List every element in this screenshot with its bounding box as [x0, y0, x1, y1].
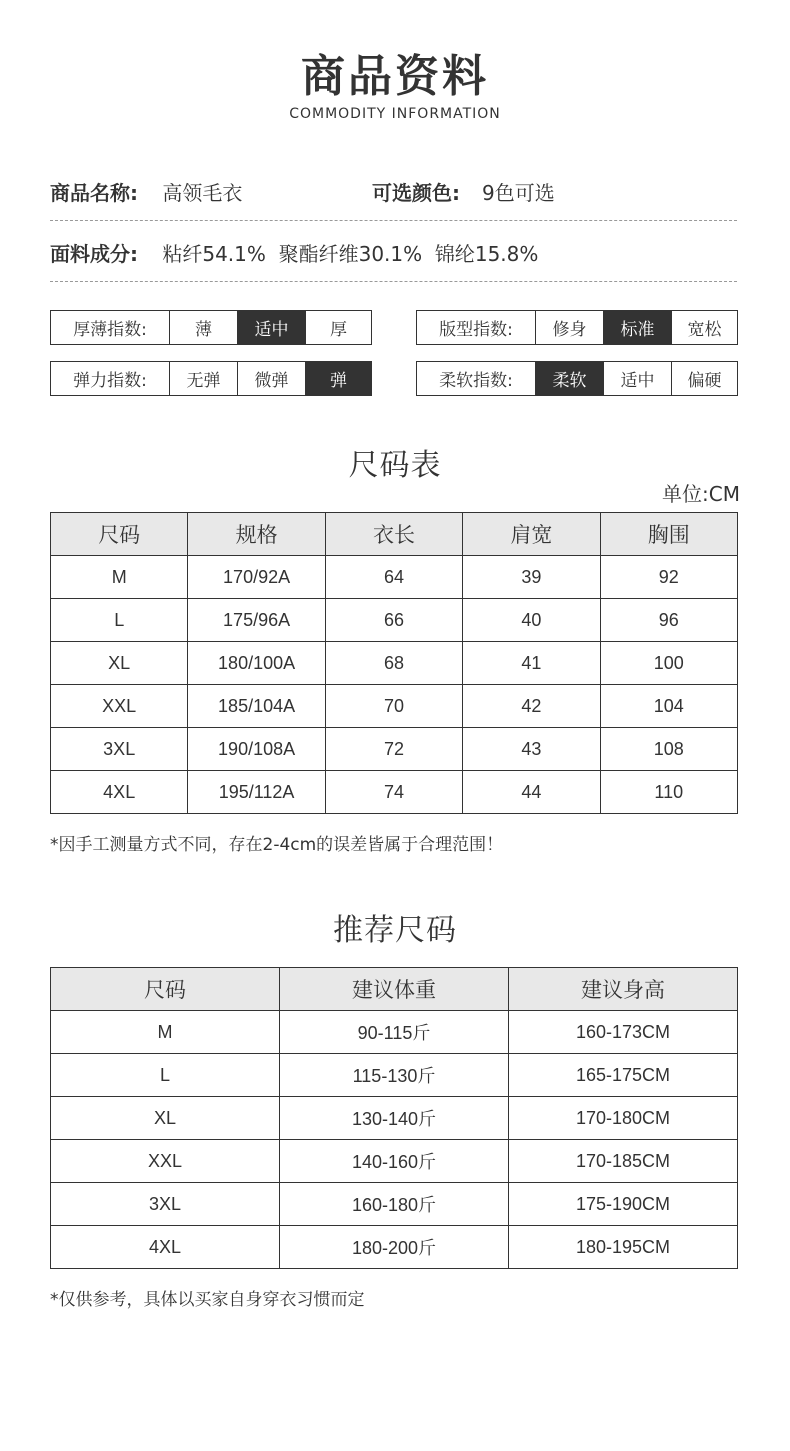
table-row: [51, 685, 738, 728]
softness-option: 适中: [603, 362, 671, 395]
table-cell: 3XL: [51, 1183, 280, 1226]
table-cell: 39: [463, 556, 600, 599]
table-cell: 180/100A: [188, 642, 325, 685]
color-value: 9色可选: [482, 181, 555, 205]
thickness-option: 厚: [305, 311, 371, 344]
table-cell: XXL: [51, 1140, 280, 1183]
elasticity-option-selected: 弹: [305, 362, 371, 395]
table-cell: 108: [600, 728, 737, 771]
table-cell: 185/104A: [188, 685, 325, 728]
table-cell: 195/112A: [188, 771, 325, 814]
elasticity-index-label: 弹力指数:: [73, 371, 147, 391]
elasticity-option: 微弹: [237, 362, 305, 395]
table-cell: 170-185CM: [509, 1140, 738, 1183]
table-cell: 92: [600, 556, 737, 599]
table-cell: 4XL: [51, 771, 188, 814]
table-header-row: [51, 968, 738, 1011]
table-cell: 170-180CM: [509, 1097, 738, 1140]
table-cell: 180-195CM: [509, 1226, 738, 1269]
elasticity-option: 无弹: [169, 362, 237, 395]
softness-option: 偏硬: [671, 362, 737, 395]
size-chart-table: [50, 512, 738, 814]
table-cell: M: [51, 556, 188, 599]
table-cell: 70: [325, 685, 462, 728]
table-cell: XL: [51, 1097, 280, 1140]
table-row: [51, 1226, 738, 1269]
table-cell: 180-200斤: [280, 1226, 509, 1269]
color-label: 可选颜色:: [372, 181, 460, 205]
table-cell: 43: [463, 728, 600, 771]
table-row: [51, 599, 738, 642]
table-cell: 165-175CM: [509, 1054, 738, 1097]
table-cell: 110: [600, 771, 737, 814]
recommend-table: [50, 967, 738, 1269]
thickness-index: [50, 310, 372, 345]
page-title: 商品资料: [301, 51, 489, 102]
column-header: 胸围: [600, 513, 737, 556]
size-chart-unit: 单位:CM: [662, 482, 740, 506]
column-header: 建议体重: [280, 968, 509, 1011]
table-cell: 72: [325, 728, 462, 771]
thickness-index-label: 厚薄指数:: [73, 320, 147, 340]
column-header: 尺码: [51, 968, 280, 1011]
table-cell: 175/96A: [188, 599, 325, 642]
table-cell: 64: [325, 556, 462, 599]
table-cell: 42: [463, 685, 600, 728]
column-header: 肩宽: [463, 513, 600, 556]
table-cell: 66: [325, 599, 462, 642]
column-header: 尺码: [51, 513, 188, 556]
table-cell: 160-180斤: [280, 1183, 509, 1226]
table-cell: L: [51, 1054, 280, 1097]
thickness-option-selected: 适中: [237, 311, 305, 344]
table-row: [51, 1054, 738, 1097]
table-cell: 175-190CM: [509, 1183, 738, 1226]
fabric-label: 面料成分:: [50, 242, 138, 266]
table-cell: 160-173CM: [509, 1011, 738, 1054]
softness-option-selected: 柔软: [535, 362, 603, 395]
info-row-name-color: [50, 177, 737, 206]
table-row: [51, 1097, 738, 1140]
fit-option: 修身: [535, 311, 603, 344]
table-cell: 40: [463, 599, 600, 642]
table-row: [51, 1183, 738, 1226]
table-cell: M: [51, 1011, 280, 1054]
table-cell: 44: [463, 771, 600, 814]
table-header-row: [51, 513, 738, 556]
recommend-title: 推荐尺码: [333, 913, 457, 948]
fit-index-label: 版型指数:: [439, 320, 513, 340]
table-cell: 140-160斤: [280, 1140, 509, 1183]
table-cell: 90-115斤: [280, 1011, 509, 1054]
column-header: 建议身高: [509, 968, 738, 1011]
table-row: [51, 642, 738, 685]
table-cell: 104: [600, 685, 737, 728]
table-cell: 100: [600, 642, 737, 685]
table-cell: 74: [325, 771, 462, 814]
table-cell: 190/108A: [188, 728, 325, 771]
column-header: 衣长: [325, 513, 462, 556]
size-chart-title: 尺码表: [348, 448, 442, 483]
table-cell: 96: [600, 599, 737, 642]
recommend-note: *仅供参考，具体以买家自身穿衣习惯而定: [50, 1290, 365, 1310]
table-row: [51, 1011, 738, 1054]
divider: [50, 281, 737, 282]
divider: [50, 220, 737, 221]
fabric-value: 粘纤54.1% 聚酯纤维30.1% 锦纶15.8%: [162, 242, 539, 266]
fit-option-selected: 标准: [603, 311, 671, 344]
fit-index: [416, 310, 738, 345]
table-cell: 68: [325, 642, 462, 685]
size-chart-note: *因手工测量方式不同，存在2-4cm的误差皆属于合理范围！: [50, 835, 504, 855]
table-cell: 170/92A: [188, 556, 325, 599]
product-name-value: 高领毛衣: [162, 181, 243, 205]
table-cell: XL: [51, 642, 188, 685]
page-subtitle: COMMODITY INFORMATION: [289, 106, 501, 122]
fit-option: 宽松: [671, 311, 737, 344]
table-cell: 3XL: [51, 728, 188, 771]
table-cell: 130-140斤: [280, 1097, 509, 1140]
softness-index: [416, 361, 738, 396]
elasticity-index: [50, 361, 372, 396]
table-row: [51, 728, 738, 771]
product-name-label: 商品名称:: [50, 181, 138, 205]
table-cell: L: [51, 599, 188, 642]
table-cell: 115-130斤: [280, 1054, 509, 1097]
table-row: [51, 1140, 738, 1183]
column-header: 规格: [188, 513, 325, 556]
thickness-option: 薄: [169, 311, 237, 344]
table-cell: 4XL: [51, 1226, 280, 1269]
table-cell: XXL: [51, 685, 188, 728]
table-cell: 41: [463, 642, 600, 685]
softness-index-label: 柔软指数:: [439, 371, 513, 391]
info-row-fabric: [50, 238, 737, 267]
table-row: [51, 556, 738, 599]
table-row: [51, 771, 738, 814]
